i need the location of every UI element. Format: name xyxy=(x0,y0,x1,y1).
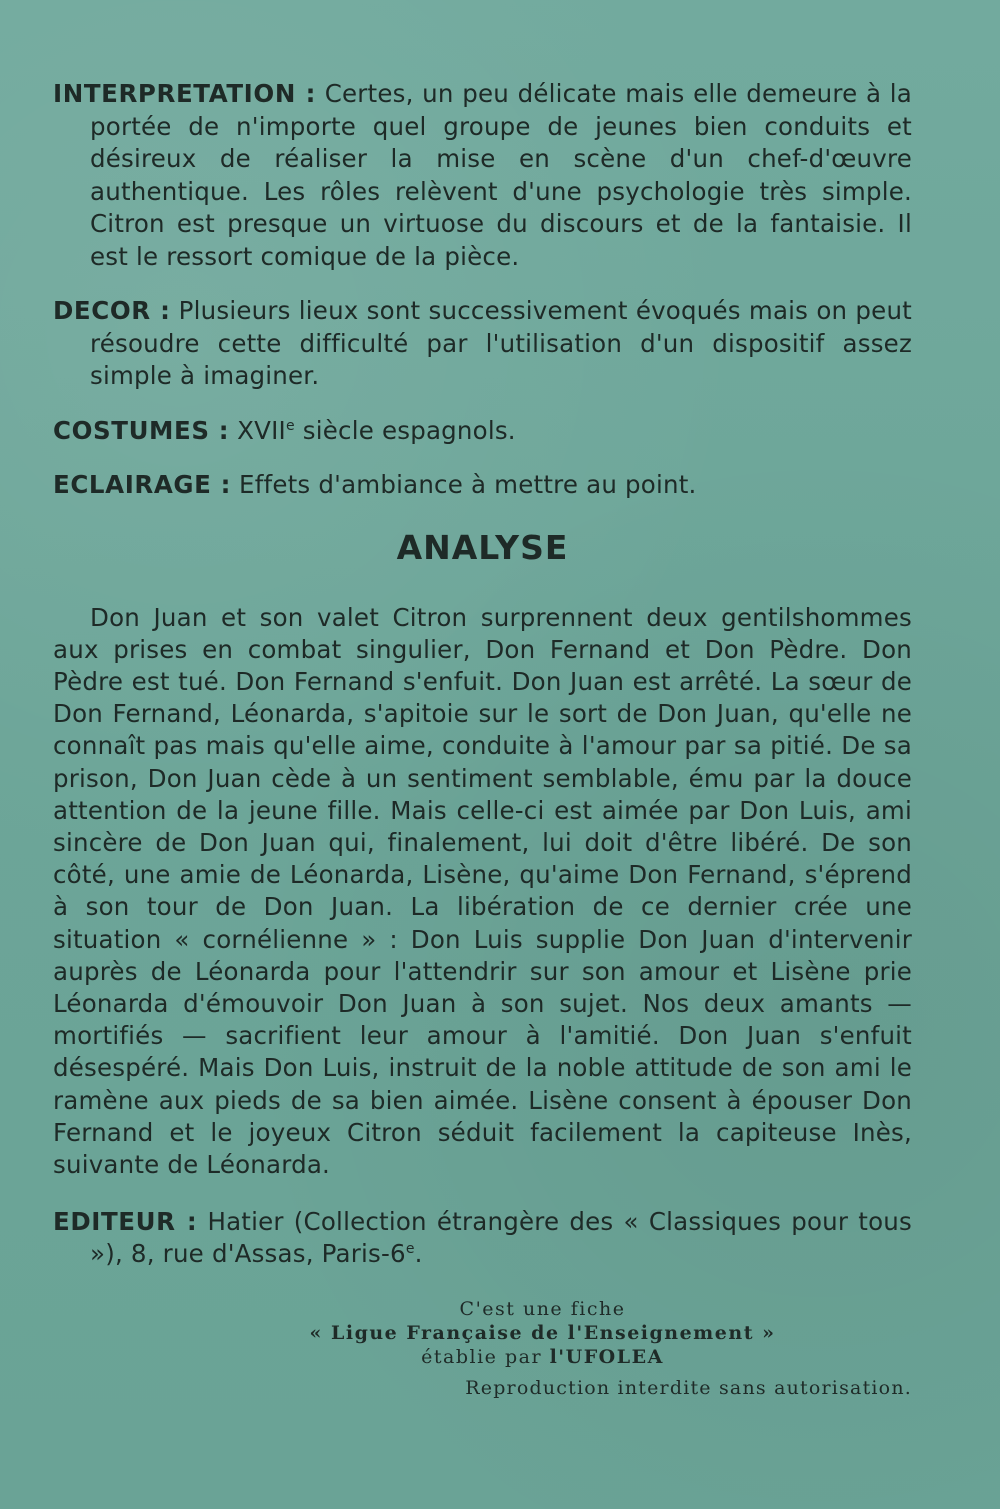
decor-label: DECOR : xyxy=(53,296,171,325)
editeur-section xyxy=(53,1206,912,1271)
interpretation-label: INTERPRETATION : xyxy=(53,79,317,108)
editeur-superscript: e xyxy=(405,1241,415,1258)
eclairage-section xyxy=(53,469,912,502)
footer-line-2: « Ligue Française de l'Enseignement » xyxy=(309,1321,776,1344)
footer-line-3-org: l'UFOLEA xyxy=(549,1345,664,1368)
editeur-text-before: Hatier (Collection étrangère des « Classiques pour tous »), 8, rue d'Assas, Paris-6 xyxy=(90,1206,912,1269)
costumes-section xyxy=(53,415,912,448)
costumes-text-before: XVII xyxy=(237,415,286,445)
editeur-text-after: . xyxy=(414,1239,423,1269)
costumes-label: COSTUMES : xyxy=(53,415,230,445)
footer-line-3-prefix: établie par xyxy=(421,1345,543,1368)
analyse-title: ANALYSE xyxy=(396,527,569,567)
decor-section xyxy=(53,295,912,393)
eclairage-text: Effets d'ambiance à mettre au point. xyxy=(239,470,697,499)
reproduction-notice: Reproduction interdite sans autorisation. xyxy=(465,1376,912,1399)
costumes-superscript: e xyxy=(285,417,295,434)
interpretation-text: Certes, un peu délicate mais elle demeure à la portée de n'importe quel groupe de jeunes bien conduits et désireux de réaliser la mise en scène d'un chef-d'œuvre authentique. Les rôles relèvent d'une psychologie très simple. Citron est presque un virtuose du discours et de la fantaisie. Il est le ressort comique de la pièce. xyxy=(90,79,912,271)
footer-line-1: C'est une fiche xyxy=(459,1297,626,1320)
footer-credit xyxy=(53,1297,912,1369)
decor-text: Plusieurs lieux sont successivement évoqués mais on peut résoudre cette difficulté par l'utilisation d'un dispositif assez simple à imaginer. xyxy=(90,296,912,390)
editeur-label: EDITEUR : xyxy=(53,1206,198,1236)
analyse-text: Don Juan et son valet Citron surprennent deux gentilshommes aux prises en combat singulier, Don Fernand et Don Pèdre. Don Pèdre est tué. Don Fernand s'enfuit. Don Juan est arrêté. La sœur de Don Fernand, Léonarda, s'apitoie sur le sort de Don Juan, qu'elle ne connaît pas mais qu'elle aime, conduite à l'amour par sa pitié. De sa prison, Don Juan cède à un sentiment semblable, ému par la douce attention de la jeune fille. Mais celle-ci est aimée par Don Luis, ami sincère de Don Juan qui, finalement, lui doit d'être libéré. De son côté, une amie de Léonarda, Lisène, qu'aime Don Fernand, s'éprend à son tour de Don Juan. La libération de ce dernier crée une situation « cornélienne » : Don Luis supplie Don Juan d'intervenir auprès de Léonarda pour l'attendrir sur son amour et Lisène prie Léonarda d'émouvoir Don Juan à son sujet. Nos deux amants — mortifiés — sacrifient leur amour à l'amitié. Don Juan s'enfuit désespéré. Mais Don Luis, instruit de la noble attitude de son ami le ramène aux pieds de sa bien aimée. Lisène consent à épouser Don Fernand et le joyeux Citron séduit facilement la capiteuse Inès, suivante de Léonarda. xyxy=(53,602,912,1179)
footer-line-3 xyxy=(173,1345,912,1369)
eclairage-label: ECLAIRAGE : xyxy=(53,470,232,499)
interpretation-section xyxy=(53,78,912,273)
costumes-text-after: siècle espagnols. xyxy=(302,415,516,445)
